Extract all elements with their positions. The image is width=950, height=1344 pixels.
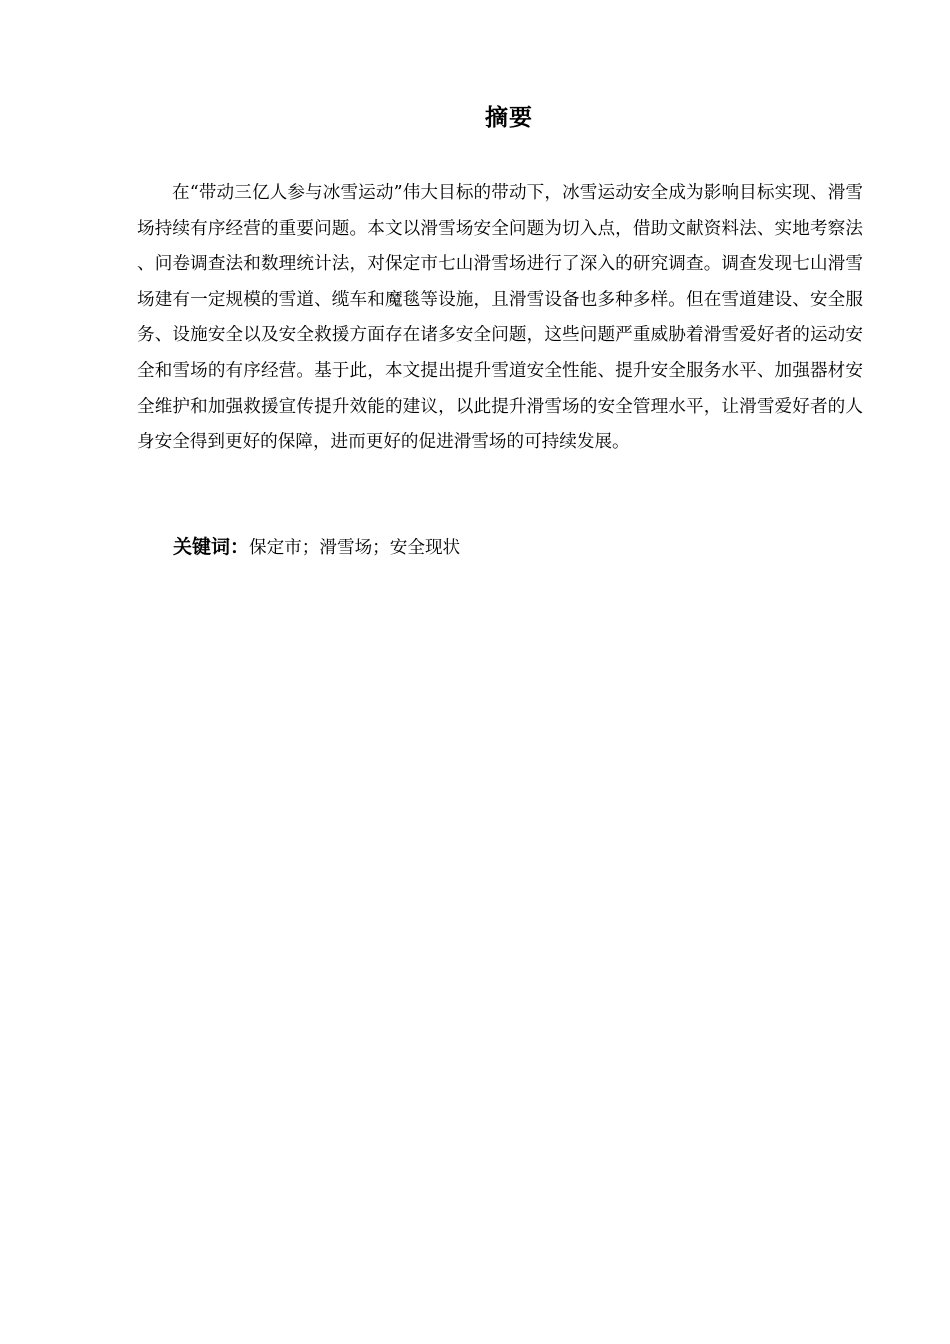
keywords-line [173, 531, 863, 564]
keywords-label: 关键词： [173, 536, 250, 558]
page-title: 摘要 [485, 105, 533, 131]
abstract-paragraph: 在“带动三亿人参与冰雪运动”伟大目标的带动下，冰雪运动安全成为影响目标实现、滑雪场持续有序经营的重要问题。本文以滑雪场安全问题为切入点，借助文献资料法、实地考察法、问卷调查法和数理统计法，对保定市七山滑雪场进行了深入的研究调查。调查发现七山滑雪场建有一定规模的雪道、缆车和魔毯等设施，且滑雪设备也多种多样。但在雪道建设、安全服务、设施安全以及安全救援方面存在诸多安全问题，这些问题严重威胁着滑雪爱好者的运动安全和雪场的有序经营。基于此，本文提出提升雪道安全性能、提升安全服务水平、加强器材安全维护和加强救援宣传提升效能的建议，以此提升滑雪场的安全管理水平，让滑雪爱好者的人身安全得到更好的保障，进而更好的促进滑雪场的可持续发展。 [137, 183, 863, 453]
keywords-values: 保定市；滑雪场；安全现状 [249, 538, 461, 558]
